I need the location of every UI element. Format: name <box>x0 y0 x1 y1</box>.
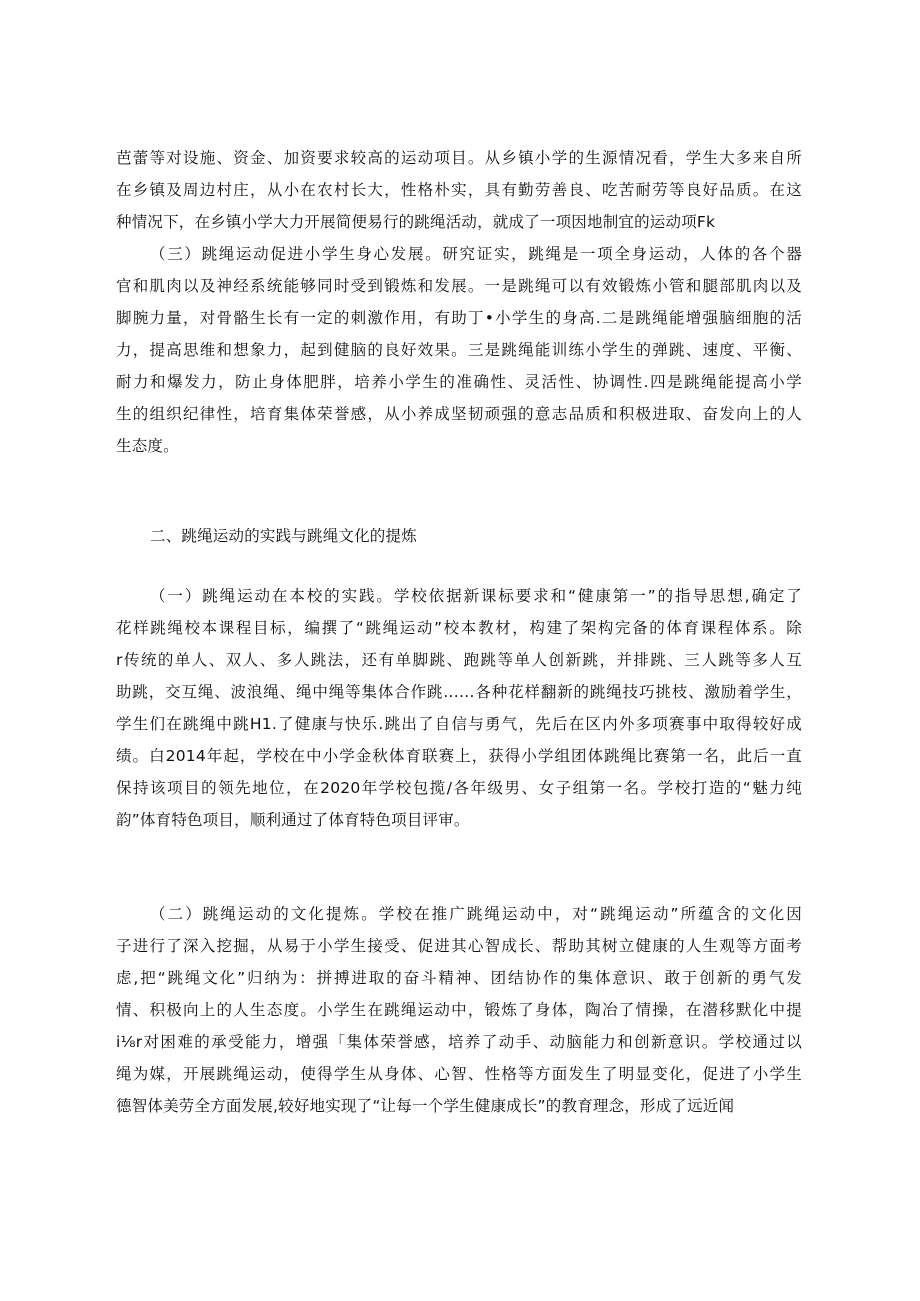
text-line: 花样跳绳校本课程目标，编撰了“跳绳运动”校本教材，构建了架构完备的体育课程体系。除 <box>116 619 802 637</box>
text-line: 力，提高思维和想象力，起到健脑的良好效果。三是跳绳能训练小学生的弹跳、速度、平衡、 <box>116 341 802 359</box>
paragraph-continued <box>116 142 802 238</box>
text-line: 生态度。 <box>116 437 179 455</box>
text-line: （二）跳绳运动的文化提炼。学校在推广跳绳运动中，对“跳绳运动”所蕴含的文化因 <box>150 905 802 923</box>
text-line: 种情况下，在乡镇小学大力开展简便易行的跳绳活动，就成了一项因地制宜的运动项Fk <box>116 213 716 231</box>
text-line: 官和肌肉以及神经系统能够同时受到锻炼和发展。一是跳绳可以有效锻炼小管和腿部肌肉以及 <box>116 277 802 295</box>
paragraph-culture <box>116 898 802 1122</box>
text-line: 子进行了深入挖掘，从易于小学生接受、促进其心智成长、帮助其树立健康的人生观等方面考 <box>116 937 802 955</box>
text-line: r传统的单人、双人、多人跳法，还有单脚跳、跑跳等单人创新跳，并排跳、三人跳等多人互 <box>116 651 802 669</box>
heading-line: 二、跳绳运动的实践与跳绳文化的提炼 <box>150 527 417 545</box>
text-line: 生的组织纪律性，培育集体荣誉感，从小养成坚韧顽强的意志品质和积极进取、奋发向上的人 <box>116 405 802 423</box>
text-line: 在乡镇及周边村庄，从小在农村长大，性格朴实，具有勤劳善良、吃苦耐劳等良好品质。在这 <box>116 181 802 199</box>
text-line: 学生们在跳绳中跳H1.了健康与快乐.跳出了自信与勇气，先后在区内外多项赛事中取得较好成 <box>116 715 802 733</box>
text-line: 保持该项目的领先地位，在2020年学校包揽/各年级男、女子组第一名。学校打造的“魅力纯 <box>116 779 802 797</box>
text-line: 韵”体育特色项目，顺利通过了体育特色项目评审。 <box>116 811 470 829</box>
text-line: 情、积极向上的人生态度。小学生在跳绳运动中，锻炼了身体，陶冶了情操，在潜移默化中提 <box>116 1001 802 1019</box>
text-line: （一）跳绳运动在本校的实践。学校依据新课标要求和“健康第一”的指导思想,确定了 <box>150 587 802 605</box>
text-line: 脚腕力量，对骨骼生长有一定的刺激作用，有助丁•小学生的身高.二是跳绳能增强脑细胞的活 <box>116 309 802 327</box>
text-line: i⅛r对困难的承受能力，增强「集体荣誉感，培养了动手、动脑能力和创新意识。学校通过以 <box>116 1033 802 1051</box>
paragraph-section-three <box>116 238 802 462</box>
text-line: 芭蕾等对设施、资金、加资要求较高的运动项目。从乡镇小学的生源情况看，学生大多来自所 <box>116 149 802 167</box>
text-line: （三）跳绳运动促进小学生身心发展。研究证实，跳绳是一项全身运动，人体的各个器 <box>150 245 802 263</box>
section-heading <box>116 520 802 552</box>
text-line: 德智体美劳全方面发展,较好地实现了“让每一个学生健康成长”的教育理念，形成了远近闻 <box>116 1097 735 1115</box>
paragraph-practice <box>116 580 802 836</box>
text-line: 绳为媒，开展跳绳运动，使得学生从身体、心智、性格等方面发生了明显变化，促进了小学生 <box>116 1065 802 1083</box>
text-line: 绩。白2014年起，学校在中小学金秋体育联赛上，获得小学组团体跳绳比赛第一名，此后一直 <box>116 747 802 765</box>
text-line: 虑,把“跳绳文化”归纳为：拼搏进取的奋斗精神、团结协作的集体意识、敢于创新的勇气发 <box>116 969 802 987</box>
text-line: 耐力和爆发力，防止身体肥胖，培养小学生的准确性、灵活性、协调性.四是跳绳能提高小学 <box>116 373 802 391</box>
text-line: 助跳，交互绳、波浪绳、绳中绳等集体合作跳……各种花样翻新的跳绳技巧挑枝、激励着学生， <box>116 683 802 701</box>
